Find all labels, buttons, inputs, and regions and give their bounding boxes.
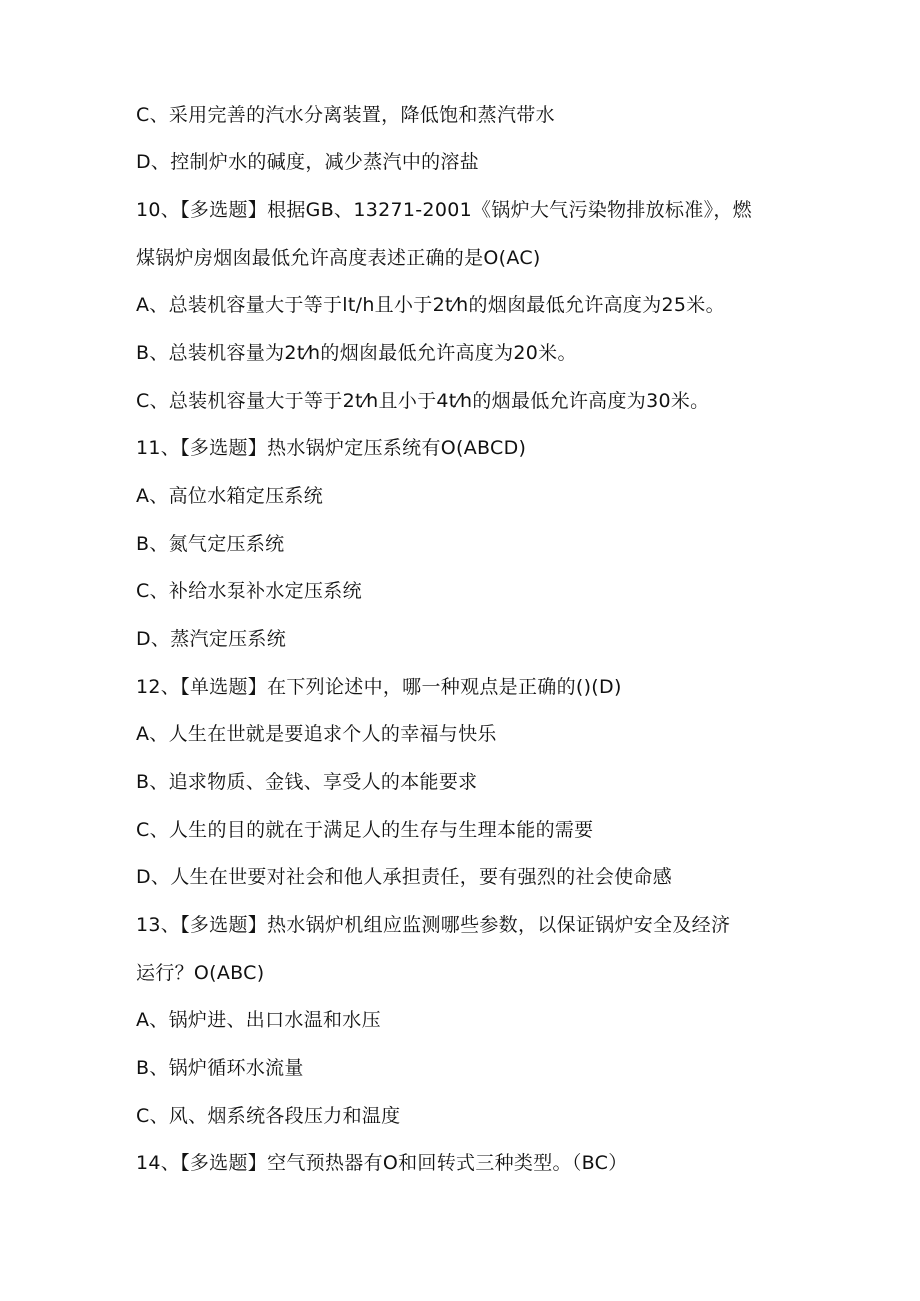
question-11: 11、【多选题】热水锅炉定压系统有O(ABCD) [136, 437, 527, 459]
question-14: 14、【多选题】空气预热器有O和回转式三种类型。（BC） [136, 1152, 628, 1174]
option-c-q12: C、人生的目的就在于满足人的生存与生理本能的需要 [136, 819, 594, 841]
question-10-line-1: 10、【多选题】根据GB、13271-2001《锅炉大气污染物排放标准》，燃 [136, 199, 752, 221]
option-b-q13: B、锅炉循环水流量 [136, 1057, 304, 1079]
option-d-q12: D、人生在世要对社会和他人承担责任，要有强烈的社会使命感 [136, 866, 673, 888]
option-d-q9: D、控制炉水的碱度，减少蒸汽中的溶盐 [136, 151, 480, 173]
question-10-line-2: 煤锅炉房烟囱最低允许高度表述正确的是O(AC) [136, 247, 541, 269]
question-13-line-1: 13、【多选题】热水锅炉机组应监测哪些参数，以保证锅炉安全及经济 [136, 914, 731, 936]
option-a-q10: A、总装机容量大于等于lt/h且小于2t⁄h的烟囱最低允许高度为25米。 [136, 294, 725, 316]
option-b-q10: B、总装机容量为2t⁄h的烟囱最低允许高度为20米。 [136, 342, 577, 364]
option-c-q10: C、总装机容量大于等于2t⁄h且小于4t⁄h的烟最低允许高度为30米。 [136, 390, 710, 412]
option-a-q12: A、人生在世就是要追求个人的幸福与快乐 [136, 723, 497, 745]
question-12: 12、【单选题】在下列论述中，哪一种观点是正确的()(D) [136, 676, 622, 698]
option-a-q11: A、高位水箱定压系统 [136, 485, 323, 507]
option-b-q12: B、追求物质、金钱、享受人的本能要求 [136, 771, 478, 793]
question-13-line-2: 运行？O(ABC) [136, 962, 265, 984]
option-d-q11: D、蒸汽定压系统 [136, 628, 287, 650]
option-c-q11: C、补给水泵补水定压系统 [136, 580, 362, 602]
option-b-q11: B、氮气定压系统 [136, 533, 285, 555]
option-c-q9: C、采用完善的汽水分离装置，降低饱和蒸汽带水 [136, 104, 555, 126]
option-c-q13: C、风、烟系统各段压力和温度 [136, 1105, 401, 1127]
option-a-q13: A、锅炉进、出口水温和水压 [136, 1009, 381, 1031]
